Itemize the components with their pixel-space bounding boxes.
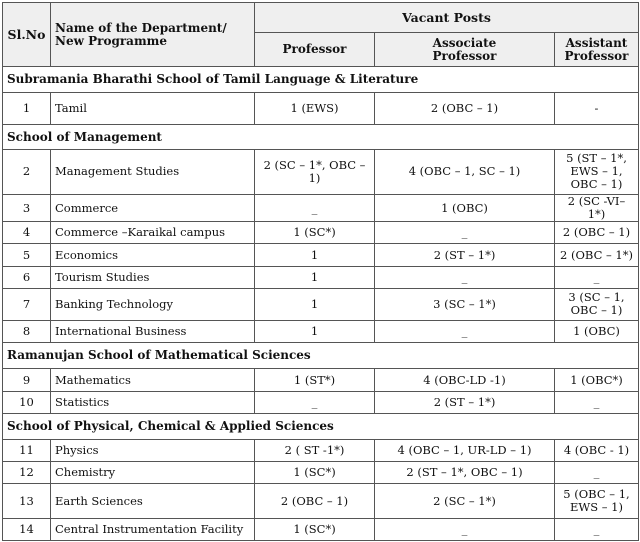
assistant-professor-cell: 2 (OBC – 1) — [555, 222, 639, 244]
assistant-professor-cell: 1 (OBC) — [555, 321, 639, 343]
associate-professor-cell: 2 (OBC – 1) — [375, 93, 555, 125]
table-row — [3, 222, 639, 244]
department-cell: Management Studies — [51, 149, 255, 194]
department-cell: Economics — [51, 244, 255, 266]
department-cell: Mathematics — [51, 369, 255, 391]
assistant-professor-cell: 2 (OBC – 1*) — [555, 244, 639, 266]
professor-cell: _ — [255, 391, 375, 413]
associate-professor-cell: 2 (SC – 1*) — [375, 484, 555, 518]
section-row — [3, 413, 639, 439]
section-row — [3, 343, 639, 369]
professor-cell: 2 (OBC – 1) — [255, 484, 375, 518]
associate-professor-cell: _ — [375, 222, 555, 244]
table-row — [3, 93, 639, 125]
department-cell: International Business — [51, 321, 255, 343]
sl-no-cell: 6 — [3, 266, 51, 288]
professor-cell: _ — [255, 195, 375, 222]
associate-professor-cell: 4 (OBC-LD -1) — [375, 369, 555, 391]
sl-no-cell: 1 — [3, 93, 51, 125]
associate-professor-cell: 4 (OBC – 1, UR-LD – 1) — [375, 440, 555, 462]
sl-no-cell: 2 — [3, 149, 51, 194]
professor-cell: 1 — [255, 266, 375, 288]
department-cell: Physics — [51, 440, 255, 462]
vacant-posts-header: Vacant Posts — [255, 3, 639, 33]
department-cell: Tamil — [51, 93, 255, 125]
assistant-professor-cell: 5 (ST – 1*, EWS – 1, OBC – 1) — [555, 149, 639, 194]
table-row — [3, 484, 639, 518]
table-row — [3, 149, 639, 194]
sl-no-cell: 4 — [3, 222, 51, 244]
sl-no-header: Sl.No — [3, 3, 51, 67]
associate-professor-cell: _ — [375, 266, 555, 288]
professor-header: Professor — [255, 33, 375, 67]
table-row — [3, 391, 639, 413]
assistant-professor-cell: _ — [555, 391, 639, 413]
professor-cell: 1 — [255, 321, 375, 343]
department-cell: Commerce — [51, 195, 255, 222]
table-body — [3, 67, 639, 541]
professor-cell: 1 — [255, 288, 375, 320]
table-row — [3, 369, 639, 391]
sl-no-cell: 10 — [3, 391, 51, 413]
sl-no-cell: 14 — [3, 518, 51, 540]
assistant-professor-header: Assistant Professor — [555, 33, 639, 67]
associate-professor-cell: 3 (SC – 1*) — [375, 288, 555, 320]
sl-no-cell: 11 — [3, 440, 51, 462]
associate-professor-cell: _ — [375, 321, 555, 343]
professor-cell: 1 (EWS) — [255, 93, 375, 125]
sl-no-cell: 3 — [3, 195, 51, 222]
professor-cell: 1 — [255, 244, 375, 266]
professor-cell: 2 ( ST -1*) — [255, 440, 375, 462]
assistant-professor-cell: _ — [555, 266, 639, 288]
table-row — [3, 244, 639, 266]
table-row — [3, 266, 639, 288]
assistant-professor-cell: 3 (SC – 1, OBC – 1) — [555, 288, 639, 320]
table-row — [3, 321, 639, 343]
assistant-professor-cell: 4 (OBC - 1) — [555, 440, 639, 462]
professor-cell: 1 (SC*) — [255, 222, 375, 244]
department-cell: Central Instrumentation Facility — [51, 518, 255, 540]
sl-no-cell: 12 — [3, 462, 51, 484]
associate-professor-cell: _ — [375, 518, 555, 540]
section-title: School of Physical, Chemical & Applied Sciences — [3, 413, 639, 439]
vacancy-table — [2, 2, 639, 541]
sl-no-cell: 7 — [3, 288, 51, 320]
assistant-professor-cell: _ — [555, 462, 639, 484]
department-header: Name of the Department/ New Programme — [51, 3, 255, 67]
sl-no-cell: 5 — [3, 244, 51, 266]
department-cell: Tourism Studies — [51, 266, 255, 288]
assistant-professor-cell: 1 (OBC*) — [555, 369, 639, 391]
section-title: School of Management — [3, 125, 639, 149]
section-row — [3, 67, 639, 93]
assistant-professor-cell: 5 (OBC – 1, EWS – 1) — [555, 484, 639, 518]
associate-professor-cell: 2 (ST – 1*) — [375, 391, 555, 413]
associate-professor-header: Associate Professor — [375, 33, 555, 67]
associate-professor-cell: 2 (ST – 1*) — [375, 244, 555, 266]
department-cell: Chemistry — [51, 462, 255, 484]
department-cell: Banking Technology — [51, 288, 255, 320]
assistant-professor-cell: - — [555, 93, 639, 125]
section-row — [3, 125, 639, 149]
associate-professor-cell: 2 (ST – 1*, OBC – 1) — [375, 462, 555, 484]
assistant-professor-cell: _ — [555, 518, 639, 540]
professor-cell: 1 (ST*) — [255, 369, 375, 391]
department-cell: Statistics — [51, 391, 255, 413]
table-row — [3, 440, 639, 462]
table-row — [3, 288, 639, 320]
sl-no-cell: 9 — [3, 369, 51, 391]
section-title: Ramanujan School of Mathematical Sciences — [3, 343, 639, 369]
sl-no-cell: 13 — [3, 484, 51, 518]
table-row — [3, 195, 639, 222]
associate-professor-cell: 1 (OBC) — [375, 195, 555, 222]
table-row — [3, 518, 639, 540]
department-cell: Commerce –Karaikal campus — [51, 222, 255, 244]
associate-professor-cell: 4 (OBC – 1, SC – 1) — [375, 149, 555, 194]
professor-cell: 2 (SC – 1*, OBC – 1) — [255, 149, 375, 194]
assistant-professor-cell: 2 (SC -VI– 1*) — [555, 195, 639, 222]
table-row — [3, 462, 639, 484]
professor-cell: 1 (SC*) — [255, 518, 375, 540]
department-cell: Earth Sciences — [51, 484, 255, 518]
professor-cell: 1 (SC*) — [255, 462, 375, 484]
sl-no-cell: 8 — [3, 321, 51, 343]
section-title: Subramania Bharathi School of Tamil Language & Literature — [3, 67, 639, 93]
